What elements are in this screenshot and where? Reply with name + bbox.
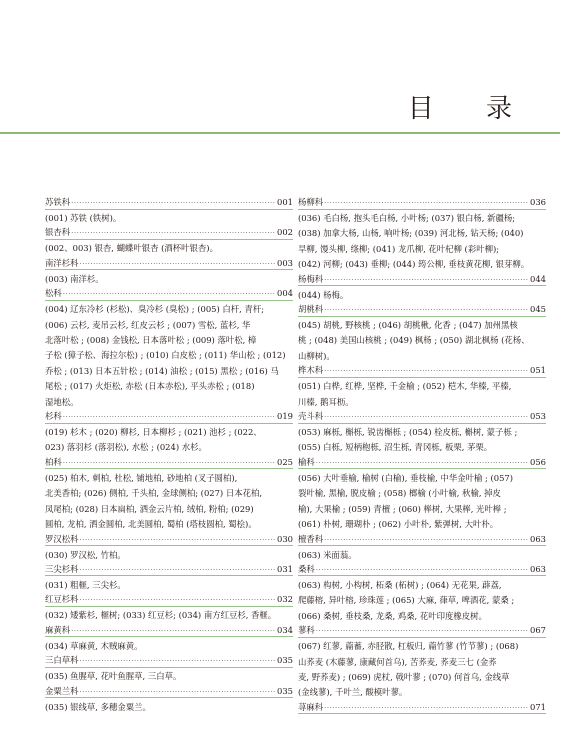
toc-family-row[interactable] [298,534,546,547]
page-number: 036 [530,197,546,207]
species-line: (019) 杉木 ; (020) 柳杉, 日本柳杉 ; (021) 池杉 ; (022、 [45,427,262,438]
page-number: 001 [277,197,293,207]
toc-entry [298,304,546,364]
species-line: (004) 辽东冷杉 (杉松)、臭冷杉 (臭松) ; (005) 白杆, 青杆; [45,304,265,315]
species-line: (056) 大叶垂榆, 榆树 (白榆), 垂枝榆, 中华金叶榆 ; (057) [298,472,514,483]
toc-right-column [298,197,546,716]
toc-entry [45,564,293,593]
toc-family-row[interactable] [45,411,293,424]
toc-family-row[interactable] [298,702,546,715]
species-list [298,425,546,456]
toc-family-row[interactable] [45,457,293,470]
page-number: 035 [277,655,293,666]
species-line: 旱柳, 馒头柳, 绦柳; (041) 龙爪柳, 花叶杞柳 (彩叶柳); [298,243,500,254]
page-number: 067 [530,625,546,636]
species-line: 山荞麦 (木藤蓼, 康藏何首乌), 苦荞麦, 荞麦三七 (金荞 [298,656,497,667]
species-line: (030) 罗汉松, 竹柏。 [45,549,126,560]
toc-entry [45,594,293,623]
species-line: (金线蓼), 千叶兰, 酸模叶蓼。 [298,687,408,698]
dot-leader [324,275,529,287]
toc-family-row[interactable] [45,197,293,210]
species-line: 麦, 野荞麦) ; (069) 虎杖, 戟叶蓼 ; (070) 何首乌, 金线草 [298,671,510,682]
toc-entry [45,197,293,226]
toc-entry [298,274,546,303]
species-line: (066) 桑树, 垂枝桑, 龙桑, 鸡桑, 花叶印度橡皮树。 [298,610,487,621]
dot-leader [316,565,529,577]
species-line: 圆柏, 龙柏, 洒金圆柏, 北美圆柏, 蜀柏 (塔枝圆柏, 蜀桧)。 [45,519,257,530]
dot-leader [324,305,529,317]
species-list [298,471,546,533]
species-list [45,241,293,256]
species-line: (055) 白栎, 短柄枹栎, 沼生栎, 青冈栎, 板栗, 茅栗。 [298,442,493,453]
toc-family-row[interactable] [45,534,293,547]
family-name: 松科 [45,288,62,299]
species-line: 凤尾柏; (028) 日本扁柏, 洒金云片柏, 绒柏, 粉柏; (029) [45,503,254,514]
page-number: 071 [530,701,546,712]
species-line: (001) 苏铁 (铁树)。 [45,213,122,223]
toc-family-row[interactable] [45,288,293,301]
page-number: 045 [530,304,546,315]
toc-family-row[interactable] [298,304,546,317]
species-line: (045) 胡桃, 野核桃 ; (046) 胡桃楸, 化香 ; (047) 加州黑核 [298,320,518,331]
toc-family-row[interactable] [298,457,546,470]
family-name: 榆科 [298,456,315,467]
family-name: 金粟兰科 [45,685,79,696]
species-line: 尾松 ; (017) 火炬松, 赤松 (日本赤松), 平头赤松 ; (018) [45,381,255,392]
family-name: 蓼科 [298,625,315,636]
family-name: 麻黄科 [45,624,71,635]
page-title: 目 录 [407,94,534,124]
family-name: 红豆杉科 [45,594,79,605]
family-name: 荨麻科 [298,701,324,712]
species-list [45,272,293,287]
species-line: (034) 草麻黄, 木贼麻黄。 [45,640,143,651]
species-list [45,639,293,654]
species-list [45,608,293,623]
family-name: 三白草科 [45,655,79,666]
species-list [298,578,546,624]
dot-leader [63,458,276,470]
species-list [298,548,546,563]
toc-left-column [45,197,293,716]
family-name: 杉科 [45,411,62,422]
dot-leader [63,289,276,301]
species-line: (051) 白桦, 红桦, 坚桦, 千金榆 ; (052) 桤木, 华榛, 平榛, [298,381,512,392]
dot-leader [71,198,276,210]
toc-entry [298,365,546,410]
species-line: (032) 矮紫杉, 榧树; (033) 红豆杉; (034) 南方红豆杉, 香榧。 [45,610,277,621]
dot-leader [324,703,529,715]
species-list [298,211,546,273]
toc-entry [298,197,546,273]
family-name: 杨梅科 [298,273,324,284]
toc-family-row[interactable] [45,655,293,668]
species-list [298,318,546,364]
species-line: (063) 米面蓊。 [298,549,357,560]
toc-family-row[interactable] [298,197,546,210]
species-list [45,700,293,715]
page-number: 051 [530,365,546,376]
toc-family-row[interactable] [45,686,293,699]
dot-leader [71,228,276,240]
toc-entry [45,686,293,715]
toc-entry [298,457,546,533]
species-line: (006) 云杉, 麦吊云杉, 红皮云杉 ; (007) 雪松, 蓝杉, 华 [45,319,251,330]
toc-entry [45,655,293,684]
species-line: (053) 麻栎, 槲栎, 锐齿槲栎 ; (054) 栓皮栎, 槲树, 蒙子栎 ; [298,427,518,438]
toc-family-row[interactable] [298,274,546,287]
species-list [45,211,293,226]
dot-leader [63,412,276,424]
title-divider [0,132,560,134]
species-line: (067) 红蓼, 萹蓄, 赤胫散, 杠板归, 萹竹蓼 (竹节蓼) ; (068) [298,641,519,652]
toc-family-row[interactable] [45,258,293,271]
page-number: 019 [277,411,293,422]
page-number: 056 [530,456,546,467]
species-list [45,578,293,593]
dot-leader [324,535,529,547]
family-name: 檀香科 [298,533,324,544]
species-line: (061) 朴树, 珊瑚朴 ; (062) 小叶朴, 紫弹树, 大叶朴。 [298,519,499,530]
dot-leader [80,595,277,607]
toc-entry [298,411,546,456]
species-line: (063) 构树, 小构树, 柘桑 (柘树) ; (064) 无花果, 薜荔, [298,579,502,590]
family-name: 苏铁科 [45,197,71,207]
species-line: (002、003) 银杏, 蝴蝶叶银杏 (酒杯叶银杏)。 [45,243,218,254]
family-name: 壳斗科 [298,411,324,422]
species-line: 北落叶松 ; (008) 金钱松, 日本落叶松 ; (009) 落叶松, 樟 [45,335,257,346]
page-number: 063 [530,563,546,574]
toc-entry [45,534,293,563]
toc-family-row[interactable] [45,227,293,240]
dot-leader [80,535,277,547]
family-name: 南洋杉科 [45,257,79,268]
toc-family-row[interactable] [45,564,293,577]
toc-entry [45,411,293,456]
toc-entry [45,288,293,410]
species-line: (036) 毛白杨, 抱头毛白杨, 小叶杨; (037) 银白杨, 新疆杨; [298,213,516,223]
dot-leader [80,259,277,271]
family-name: 罗汉松科 [45,533,79,544]
species-line: 桃 ; (048) 美国山核桃 ; (049) 枫杨 ; (050) 湖北枫杨 (花杨、 [298,335,530,346]
family-name: 桑科 [298,563,315,574]
family-name: 桦木科 [298,365,324,376]
species-line: 裂叶榆, 黑榆, 脱皮榆 ; (058) 榔榆 (小叶榆, 秋榆, 掉皮 [298,488,501,499]
species-list [45,548,293,563]
dot-leader [324,198,529,210]
species-list [45,425,293,456]
species-line: (035) 鱼腥草, 花叶鱼腥草, 三白草。 [45,671,182,682]
page-number: 003 [277,257,293,268]
family-name: 杨柳科 [298,197,324,207]
page-number: 030 [277,533,293,544]
toc-entry [298,625,546,701]
species-line: (035) 银线草, 多穗金粟兰。 [45,701,151,712]
dot-leader [316,626,529,638]
species-line: (003) 南洋杉。 [45,273,104,284]
species-list [45,302,293,410]
page-number: 002 [277,227,293,238]
dot-leader [324,412,529,424]
species-line: 川榛, 鹅耳枥。 [298,396,354,407]
page-number: 034 [277,624,293,635]
species-line: (038) 加拿大杨, 山杨, 响叶杨; (039) 河北杨, 钻天杨; (040) [298,228,524,239]
species-list [298,639,546,701]
species-line: 爬藤榕, 异叶榕, 珍珠莲 ; (065) 大麻, 葎草, 啤酒花, 蒙桑 ; [298,595,515,606]
dot-leader [316,458,529,470]
page-number: 044 [530,273,546,284]
species-line: 山柳树)。 [298,350,335,361]
species-line: 子松 (獐子松、海拉尔松) ; (010) 白皮松 ; (011) 华山松 ; (012) [45,350,286,361]
family-name: 三尖杉科 [45,563,79,574]
family-name: 胡桃科 [298,304,324,315]
toc-family-row[interactable] [298,625,546,638]
species-list [298,288,546,303]
dot-leader [324,366,529,378]
species-line: (031) 粗榧, 三尖杉。 [45,579,126,590]
toc-family-row[interactable] [45,594,293,607]
species-line: 023) 落羽杉 (落羽松), 水松 ; (024) 水杉。 [45,442,207,453]
toc-entry [45,457,293,533]
toc-family-row[interactable] [298,411,546,424]
family-name: 柏科 [45,456,62,467]
toc-entry [45,258,293,287]
page-number: 004 [277,288,293,299]
species-list [45,471,293,533]
toc-entry [298,564,546,624]
toc-entry [45,625,293,654]
species-line: 北美香柏; (026) 侧柏, 千头柏, 金球侧柏; (027) 日本花柏, [45,488,263,499]
toc-entry [298,702,546,715]
page-number: 031 [277,563,293,574]
toc-entry [45,227,293,256]
page-number: 032 [277,594,293,605]
species-line: 榆), 大果榆 ; (059) 青檀 ; (060) 榉树, 大果榉, 光叶榉 ; [298,503,507,514]
species-list [45,669,293,684]
page-number: 053 [530,411,546,422]
toc-entry [298,534,546,563]
toc-family-row[interactable] [45,625,293,638]
dot-leader [80,687,277,699]
page-number: 025 [277,456,293,467]
page-number: 035 [277,685,293,696]
toc-family-row[interactable] [298,564,546,577]
page-number: 063 [530,533,546,544]
dot-leader [80,565,277,577]
species-line: (044) 杨梅。 [298,289,349,300]
species-line: (025) 柏木, 刺柏, 杜松, 铺地柏, 砂地柏 (叉子圆柏), [45,472,238,483]
family-name: 银杏科 [45,227,71,238]
dot-leader [80,656,277,668]
species-line: 湿地松。 [45,396,79,407]
toc-family-row[interactable] [298,365,546,378]
species-list [298,379,546,410]
species-line: (042) 河柳; (043) 垂柳; (044) 筠公柳, 垂枝黄花柳, 银芽柳。 [298,259,530,270]
dot-leader [71,626,276,638]
species-line: 乔松 ; (013) 日本五针松 ; (014) 油松 ; (015) 黑松 ; (016) 马 [45,365,279,376]
